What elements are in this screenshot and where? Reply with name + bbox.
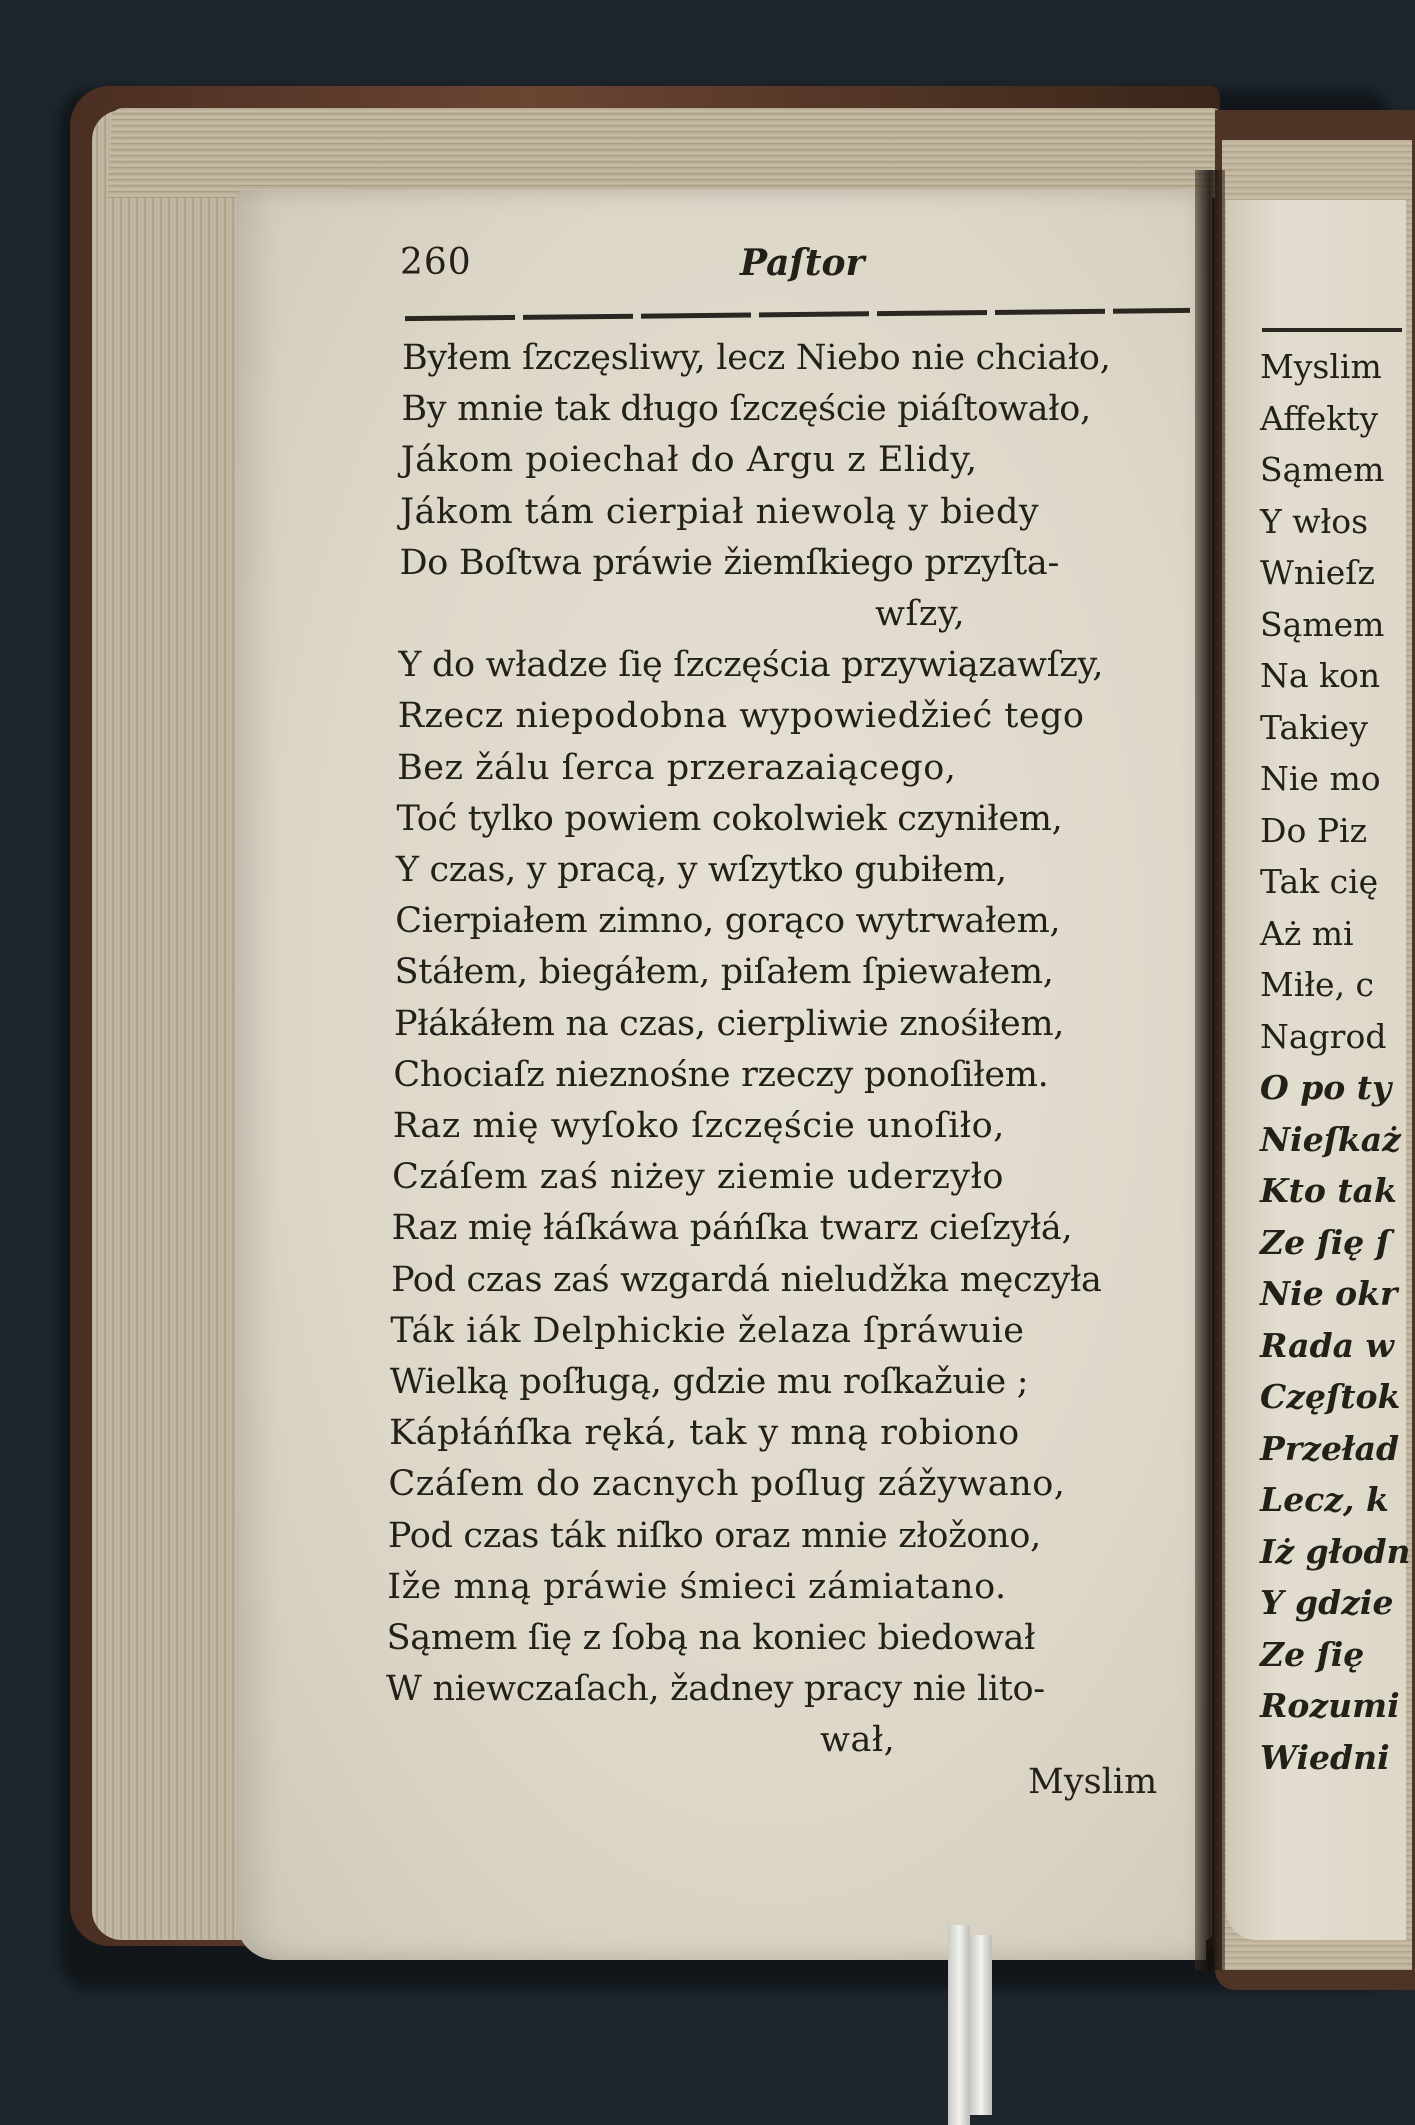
verse-line: Pod czas ták niſko oraz mnie złožono, — [387, 1515, 1041, 1556]
verse-line: Sąmem ſię z ſobą na koniec biedował — [386, 1618, 1036, 1658]
right-page-line: Iż głodn — [1260, 1531, 1411, 1571]
right-page-line: Nieſkaż — [1260, 1119, 1401, 1159]
verse-line: Chociaſz nieznośne rzeczy ponoſiłem. — [393, 1054, 1049, 1095]
verse-line: Iže mną práwie śmieci zámiatano. — [387, 1566, 1007, 1607]
verse-line: Raz mię wyſoko ſzczęście unoſiło, — [392, 1106, 1005, 1146]
verse-line: Byłem ſzczęsliwy, lecz Niebo nie chciało, — [402, 338, 1111, 378]
verse-line: Cierpiałem zimno, gorąco wytrwałem, — [395, 901, 1061, 942]
verse-line: Jákom poiechał do Argu z Elidy, — [400, 440, 978, 481]
right-page-line: Y włos — [1260, 501, 1369, 541]
verse-line: Bez žálu ſerca przerazaiącego, — [397, 747, 957, 788]
right-page-line: Częſtok — [1260, 1377, 1401, 1416]
right-page-line: Sąmem — [1260, 604, 1385, 644]
right-page-line: Nagrod — [1260, 1016, 1387, 1056]
right-page-line: Tak cię — [1260, 862, 1379, 901]
right-page-line: Affekty — [1260, 398, 1379, 438]
verse-line: Jákom tám cierpiał niewolą y biedy — [400, 491, 1040, 532]
right-page-line: Takiey — [1260, 707, 1368, 747]
verse-line: Ták iák Delphickie želaza ſpráwuie — [390, 1310, 1025, 1351]
right-page-line: Y gdzie — [1260, 1583, 1394, 1622]
verse-line: Do Boſtwa práwie žiemſkiego przyſta- — [399, 542, 1060, 583]
page-number: 260 — [400, 242, 472, 283]
right-page-line: Przeład — [1260, 1428, 1400, 1468]
right-page-line: Rozumi — [1260, 1686, 1400, 1725]
verse-line: Rzecz niepodobna wypowiedžieć tego — [397, 696, 1085, 737]
verse-line: W niewczaſach, žadney pracy nie lito- — [386, 1669, 1045, 1710]
verse-line: Y do władze ſię ſzczęścia przywiązawſzy, — [398, 645, 1104, 686]
right-page-line: Myslim — [1260, 347, 1382, 386]
verse-line: Pod czas zaś wzgardá nieludžka męczyła — [390, 1259, 1102, 1300]
verse-line: Płákáłem na czas, cierpliwie znośiłem, — [394, 1003, 1065, 1044]
verse-line: Wielką poſługą, gdzie mu roſkažuie ; — [389, 1362, 1029, 1402]
verse-line: Kápłáńſka ręká, tak y mną robiono — [389, 1413, 1020, 1454]
verse-line: wſzy, — [875, 594, 966, 634]
verse-line: Y czas, y pracą, y wſzytko gubiłem, — [395, 850, 1007, 890]
right-page-line: Wnieſz — [1260, 553, 1375, 592]
verse-line: Raz mię łáſkáwa páńſka twarz cieſzyłá, — [391, 1208, 1073, 1249]
right-page-line: Nie mo — [1260, 759, 1381, 798]
verse-line: Toć tylko powiem cokolwiek czyniłem, — [396, 798, 1063, 839]
verse-line: Czáſem zaś niżey ziemie uderzyło — [392, 1157, 1004, 1198]
verse-line: Stáłem, biegáłem, piſałem ſpiewałem, — [394, 952, 1054, 993]
right-page-line: Ze ſię ſ — [1260, 1222, 1390, 1262]
right-page-line: Na kon — [1260, 656, 1381, 695]
right-page-text — [1226, 200, 1411, 1940]
header-rule — [405, 308, 1190, 321]
right-page-line: Miłe, c — [1260, 965, 1375, 1004]
verse-line: By mnie tak długo ſzczęście piáſtowało, — [401, 389, 1091, 430]
right-page-line: O po ty — [1260, 1068, 1392, 1107]
verse-line: wał, — [820, 1720, 896, 1761]
verse-line: Czáſem do zacnych poſlug zážywano, — [388, 1464, 1066, 1505]
right-page-line: Aż mi — [1260, 913, 1354, 953]
running-head: Paſtor — [740, 242, 865, 284]
right-page-line: Ze ſię — [1260, 1634, 1365, 1674]
catchword: Myslim — [1028, 1762, 1158, 1802]
right-page-line: Rada w — [1260, 1325, 1394, 1365]
right-page-line: Lecz, k — [1260, 1480, 1389, 1519]
right-page-line: Nie okr — [1260, 1274, 1398, 1313]
right-page-line: Do Piz — [1260, 810, 1367, 850]
right-page-line: Wiedni — [1260, 1737, 1390, 1777]
right-page-line: Sąmem — [1260, 450, 1385, 489]
right-page-line: Kto tak — [1260, 1171, 1397, 1210]
